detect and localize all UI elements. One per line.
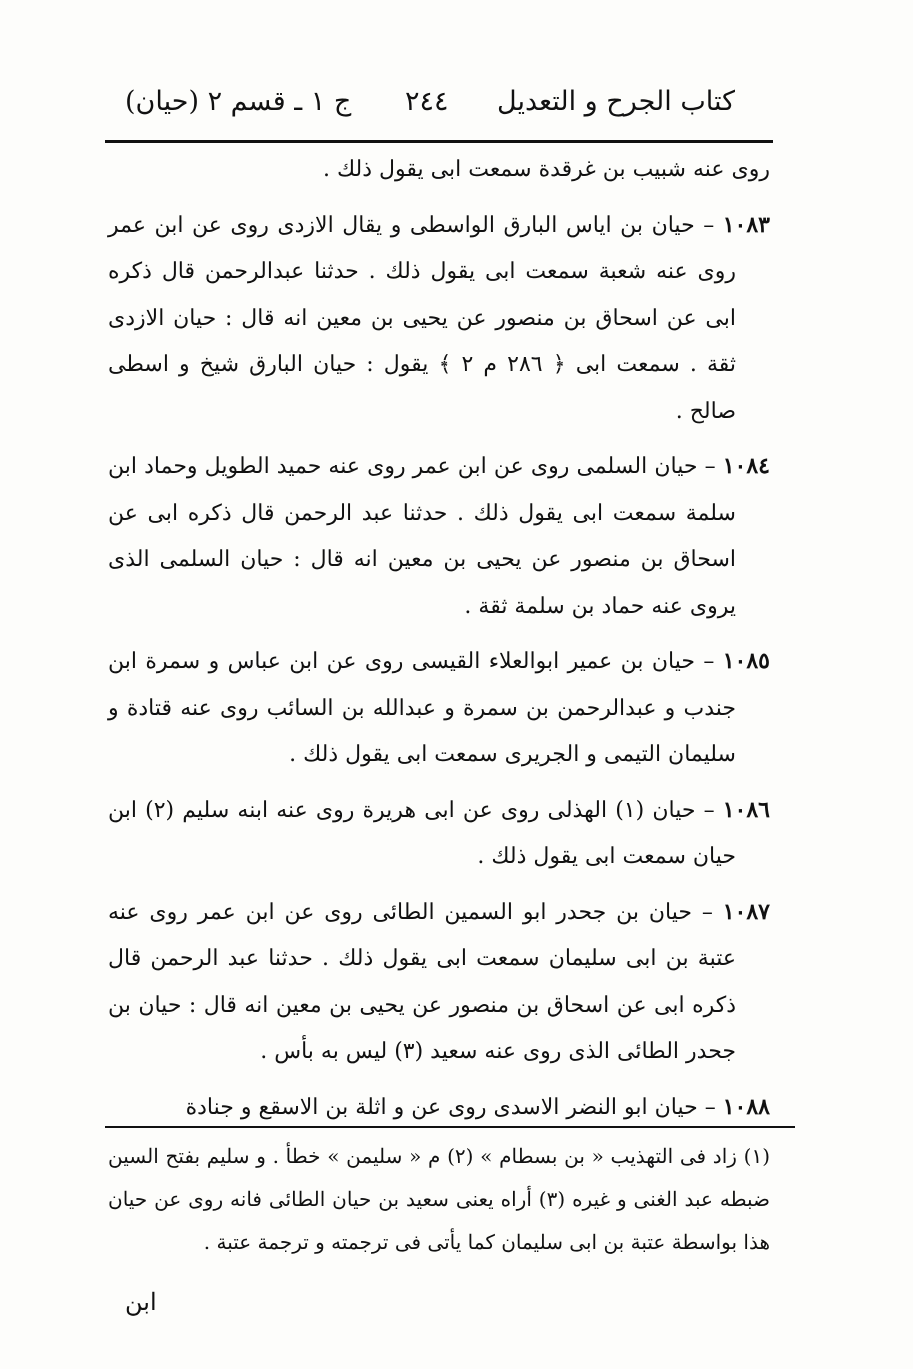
- entry-number: ١٠٨٨: [722, 1093, 770, 1120]
- book-title: كتاب الجرح و التعديل: [497, 86, 735, 117]
- volume-part: (حيان) ج ١ ـ قسم ٢: [125, 86, 352, 117]
- footnotes: [108, 1135, 770, 1264]
- entry-number: ١٠٨٥: [722, 648, 770, 674]
- entry-text: حيان السلمى روى عن ابن عمر روى عنه حميد الطويل وحماد ابن سلمة سمعت ابى يقول ذلك . حدثنا عبد الرحمن قال ذكره ابى عن اسحاق بن منصور عن يحيى بن معين انه قال : حيان السلمى الذى يروى عنه حماد بن سلمة ثقة .: [108, 454, 736, 619]
- page-header: [105, 78, 765, 128]
- entry-1087: ١٠٨٧ – حيان بن جحدر ابو السمين الطائى روى عن ابن عمر روى عنه عتبة بن ابى سليمان سمعت ابى يقول ذلك . حدثنا عبد الرحمن قال ذكره ابى عن اسحاق بن منصور عن يحيى بن معين انه قال : حيان بن جحدر الطائى الذى روى عنه سعيد (٣) ليس به بأس .: [108, 898, 770, 1064]
- entry-text: حيان بن جحدر ابو السمين الطائى روى عن ابن عمر روى عنه عتبة بن ابى سليمان سمعت ابى يقول ذلك . حدثنا عبد الرحمن قال ذكره ابى عن اسحاق بن منصور عن يحيى بن معين انه قال : حيان بن جحدر الطائى الذى روى عنه سعيد (٣) ليس به بأس .: [108, 899, 736, 1064]
- entry-1083: ١٠٨٣ – حيان بن اياس البارق الواسطى و يقال الازدى روى عن ابن عمر روى عنه شعبة سمعت ابى يقول ذلك . حدثنا عبدالرحمن قال ذكره ابى عن اسحاق بن منصور عن يحيى بن معين انه قال : حيان الازدى ثقة . سمعت ابى ﴿ ٢٨٦ م ٢ ﴾ يقول : حيان البارق شيخ و اسطى صالح .: [108, 211, 770, 424]
- entry-1084: ١٠٨٤ – حيان السلمى روى عن ابن عمر روى عنه حميد الطويل وحماد ابن سلمة سمعت ابى يقول ذلك . حدثنا عبد الرحمن قال ذكره ابى عن اسحاق بن منصور عن يحيى بن معين انه قال : حيان السلمى الذى يروى عنه حماد بن سلمة ثقة .: [108, 453, 770, 619]
- entry-text: حيان بن اياس البارق الواسطى و يقال الازدى روى عن ابن عمر روى عنه شعبة سمعت ابى يقول ذلك . حدثنا عبدالرحمن قال ذكره ابى عن اسحاق بن منصور عن يحيى بن معين انه قال : حيان الازدى ثقة . سمعت ابى ﴿ ٢٨٦ م ٢ ﴾ يقول : حيان البارق شيخ و اسطى صالح .: [108, 212, 736, 424]
- continuation-paragraph: روى عنه شبيب بن غرقدة سمعت ابى يقول ذلك .: [323, 157, 770, 182]
- entry-text: حيان بن عمير ابوالعلاء القيسى روى عن ابن عباس و سمرة ابن جندب و عبدالرحمن بن سمرة و عبدالله بن السائب روى عنه قتادة و سليمان التيمى و الجريرى سمعت ابى يقول ذلك .: [108, 649, 736, 767]
- entry-number: ١٠٨٣: [722, 211, 770, 238]
- entry-1086: ١٠٨٦ – حيان (١) الهذلى روى عن ابى هريرة روى عنه ابنه سليم (٢) ابن حيان سمعت ابى يقول ذلك .: [108, 796, 770, 869]
- header-rule: [105, 140, 773, 143]
- entry-number: ١٠٨٦: [722, 796, 770, 823]
- entry-text: حيان (١) الهذلى روى عن ابى هريرة روى عنه ابنه سليم (٢) ابن حيان سمعت ابى يقول ذلك .: [108, 797, 736, 869]
- main-text: [108, 147, 770, 1131]
- footnote-text: (١) زاد فى التهذيب « بن بسطام » (٢) م « سليمن » خطأ . و سليم بفتح السين ضبطه عبد الغنى و غيره (٣) أراه يعنى سعيد بن حيان الطائى فانه روى عن حيان هذا بواسطة عتبة بن ابى سليمان كما يأتى فى ترجمته و ترجمة عتبة .: [108, 1144, 771, 1254]
- entry-number: ١٠٨٤: [722, 453, 770, 479]
- entry-1085: ١٠٨٥ – حيان بن عمير ابوالعلاء القيسى روى عن ابن عباس و سمرة ابن جندب و عبدالرحمن بن سمرة و عبدالله بن السائب روى عنه قتادة و سليمان التيمى و الجريرى سمعت ابى يقول ذلك .: [108, 648, 770, 767]
- page-number: ٢٤٤: [405, 86, 449, 117]
- entry-1088: ١٠٨٨ – حيان ابو النضر الاسدى روى عن و اثلة بن الاسقع و جنادة: [185, 1093, 770, 1120]
- catchword: ابن: [125, 1288, 157, 1316]
- entry-text: حيان ابو النضر الاسدى روى عن و اثلة بن الاسقع و جنادة: [185, 1094, 698, 1120]
- footnote-rule: [105, 1126, 795, 1128]
- entry-number: ١٠٨٧: [722, 898, 770, 925]
